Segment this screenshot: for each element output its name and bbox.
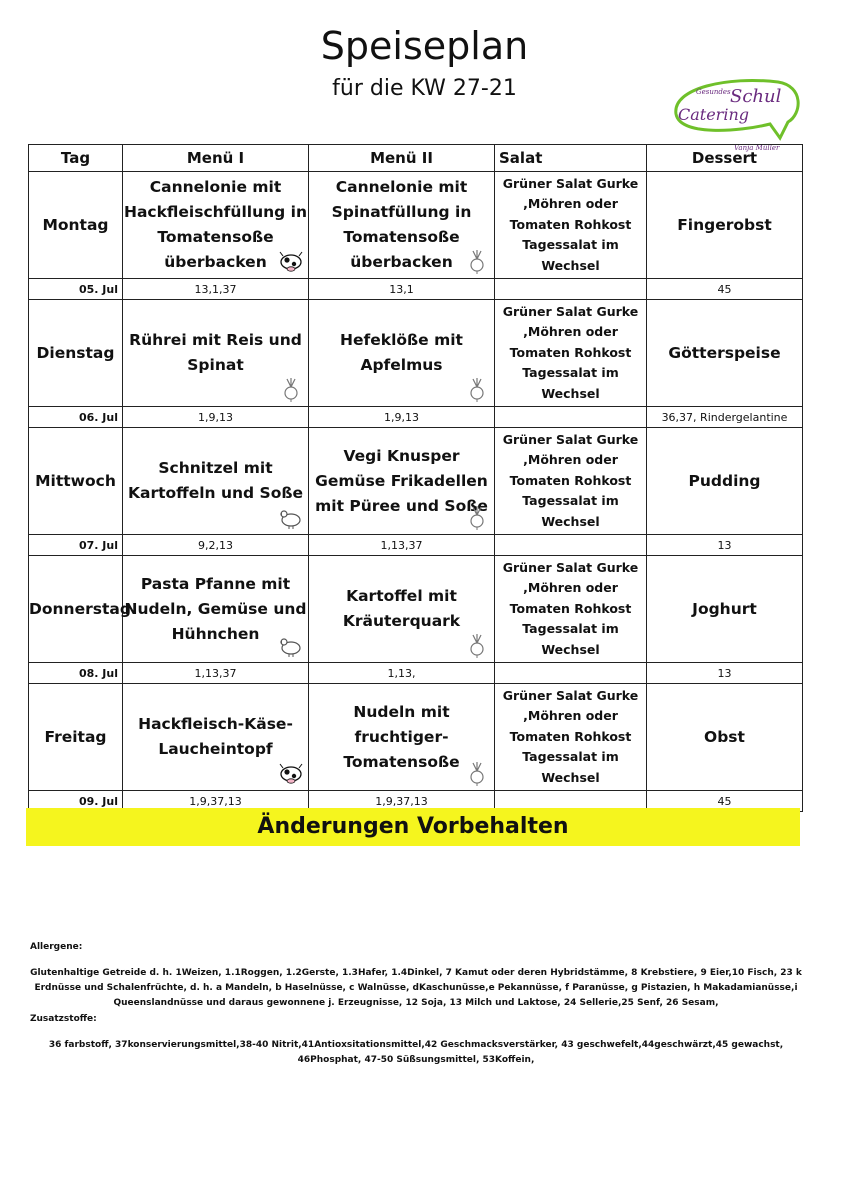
menu1-dish: [123, 428, 309, 535]
menu2-dish: [309, 172, 495, 279]
menu1-text: Hackfleisch-Käse-Laucheintopf: [138, 715, 293, 758]
day-row: [29, 556, 803, 663]
day-name: Donnerstag: [29, 556, 123, 663]
header-tag: Tag: [29, 145, 123, 172]
vegetable-icon: [464, 248, 490, 274]
menu1-text: Schnitzel mit Kartoffeln und Soße: [127, 459, 304, 502]
page-title: Speiseplan: [320, 24, 529, 68]
allergene-label: Allergene:: [30, 942, 83, 952]
dessert-text: Götterspeise: [647, 300, 803, 407]
salad-codes: [495, 407, 647, 428]
menu1-codes: 9,2,13: [123, 535, 309, 556]
menu2-codes: 1,13,37: [309, 535, 495, 556]
salad-codes: [495, 535, 647, 556]
salad-text: Grüner Salat Gurke ,Möhren oder Tomaten Rohkost Tagessalat im Wechsel: [495, 300, 647, 407]
dessert-codes: 36,37, Rindergelantine: [647, 407, 803, 428]
menu1-codes: 1,9,37,13: [123, 791, 309, 812]
dessert-text: Fingerobst: [647, 172, 803, 279]
zusatz-text: 36 farbstoff, 37konservierungsmittel,38-40 Nitrit,41Antioxsitationsmittel,42 Geschmacksverstärker, 43 geschwefelt,44geschwärzt,45 gewachst, 46Phosphat, 47-50 Süßsungsmittel, 53Koffein,: [48, 1040, 784, 1065]
dessert-text: Joghurt: [647, 556, 803, 663]
logo-top-text: Gesundes: [696, 88, 731, 96]
codes-row: [29, 279, 803, 300]
header-salat: Salat: [495, 145, 647, 172]
dessert-text: Obst: [647, 684, 803, 791]
day-name: Freitag: [29, 684, 123, 791]
menu1-text: Rührei mit Reis und Spinat: [129, 331, 302, 374]
menu2-dish: [309, 428, 495, 535]
dessert-codes: 45: [647, 279, 803, 300]
day-date: 08. Jul: [29, 663, 123, 684]
menu1-codes: 1,9,13: [123, 407, 309, 428]
codes-row: [29, 407, 803, 428]
menu1-codes: 13,1,37: [123, 279, 309, 300]
logo-bottom-text: Vanja Müller: [734, 144, 780, 152]
day-row: [29, 300, 803, 407]
menu1-dish: [123, 300, 309, 407]
salad-codes: [495, 663, 647, 684]
salad-text: Grüner Salat Gurke ,Möhren oder Tomaten Rohkost Tagessalat im Wechsel: [495, 684, 647, 791]
menu2-text: Hefeklöße mit Apfelmus: [340, 331, 463, 374]
dessert-codes: 45: [647, 791, 803, 812]
menu2-dish: [309, 556, 495, 663]
salad-text: Grüner Salat Gurke ,Möhren oder Tomaten Rohkost Tagessalat im Wechsel: [495, 172, 647, 279]
menu2-dish: [309, 684, 495, 791]
menu2-codes: 13,1: [309, 279, 495, 300]
dessert-text: Pudding: [647, 428, 803, 535]
menu2-codes: 1,9,37,13: [309, 791, 495, 812]
menu2-codes: 1,13,: [309, 663, 495, 684]
vegetable-icon: [464, 632, 490, 658]
day-row: [29, 172, 803, 279]
salad-text: Grüner Salat Gurke ,Möhren oder Tomaten Rohkost Tagessalat im Wechsel: [495, 556, 647, 663]
menu2-text: Vegi Knusper Gemüse Frikadellen mit Püree und Soße: [315, 446, 488, 515]
menu1-dish: [123, 556, 309, 663]
menu2-codes: 1,9,13: [309, 407, 495, 428]
day-date: 09. Jul: [29, 791, 123, 812]
day-date: 05. Jul: [29, 279, 123, 300]
codes-row: [29, 663, 803, 684]
menu1-text: Cannelonie mit Hackfleischfüllung in Tomatensoße überbacken: [123, 178, 307, 271]
logo-brand2: Catering: [678, 105, 749, 124]
menu1-dish: [123, 172, 309, 279]
header-menu1: Menü I: [123, 145, 309, 172]
salad-text: Grüner Salat Gurke ,Möhren oder Tomaten Rohkost Tagessalat im Wechsel: [495, 428, 647, 535]
day-name: Mittwoch: [29, 428, 123, 535]
day-row: [29, 428, 803, 535]
vegetable-icon: [464, 760, 490, 786]
logo-brand1: Schul: [730, 86, 782, 107]
dessert-codes: 13: [647, 535, 803, 556]
menu2-text: Cannelonie mit Spinatfüllung in Tomatensoße überbacken: [331, 178, 472, 271]
zusatz-label: Zusatzstoffe:: [30, 1014, 97, 1024]
menu-table: [28, 144, 803, 812]
allergene-text: Glutenhaltige Getreide d. h. 1Weizen, 1.1Roggen, 1.2Gerste, 1.3Hafer, 1.4Dinkel, 7 Kamut oder deren Hybridstämme, 8 Krebstiere, 9 Eier,10 Fisch, 23 k Erdnüsse und Schalenfrüchte, d. h. a Mandeln, b Haselnüsse, c Walnüsse, dKaschunüsse,e Pekannüsse, f Paranüsse, g Pistazien, h Makadamianüsse,i Queenslandnüsse und daraus gewonnene j. Erzeugnisse, 12 Soja, 13 Milch und Laktose, 24 Sellerie,25 Senf, 26 Sesam,: [30, 968, 802, 1008]
cow-icon: [278, 248, 304, 274]
header-dessert: Dessert: [647, 145, 803, 172]
vegetable-icon: [464, 504, 490, 530]
menu1-codes: 1,13,37: [123, 663, 309, 684]
chicken-icon: [278, 504, 304, 530]
dessert-codes: 13: [647, 663, 803, 684]
menu1-text: Pasta Pfanne mit Nudeln, Gemüse und Hühnchen: [124, 574, 307, 643]
chicken-icon: [278, 632, 304, 658]
salad-codes: [495, 279, 647, 300]
day-date: 07. Jul: [29, 535, 123, 556]
day-name: Montag: [29, 172, 123, 279]
changes-banner: Änderungen Vorbehalten: [26, 808, 800, 846]
menu2-dish: [309, 300, 495, 407]
menu2-text: Nudeln mit fruchtiger-Tomatensoße: [343, 702, 460, 771]
menu2-text: Kartoffel mit Kräuterquark: [342, 587, 461, 630]
day-date: 06. Jul: [29, 407, 123, 428]
vegetable-icon: [464, 376, 490, 402]
header-menu2: Menü II: [309, 145, 495, 172]
cow-icon: [278, 760, 304, 786]
menu1-dish: [123, 684, 309, 791]
day-row: [29, 684, 803, 791]
codes-row: [29, 535, 803, 556]
page-subtitle: für die KW 27-21: [332, 76, 517, 101]
vegetable-icon: [278, 376, 304, 402]
day-name: Dienstag: [29, 300, 123, 407]
